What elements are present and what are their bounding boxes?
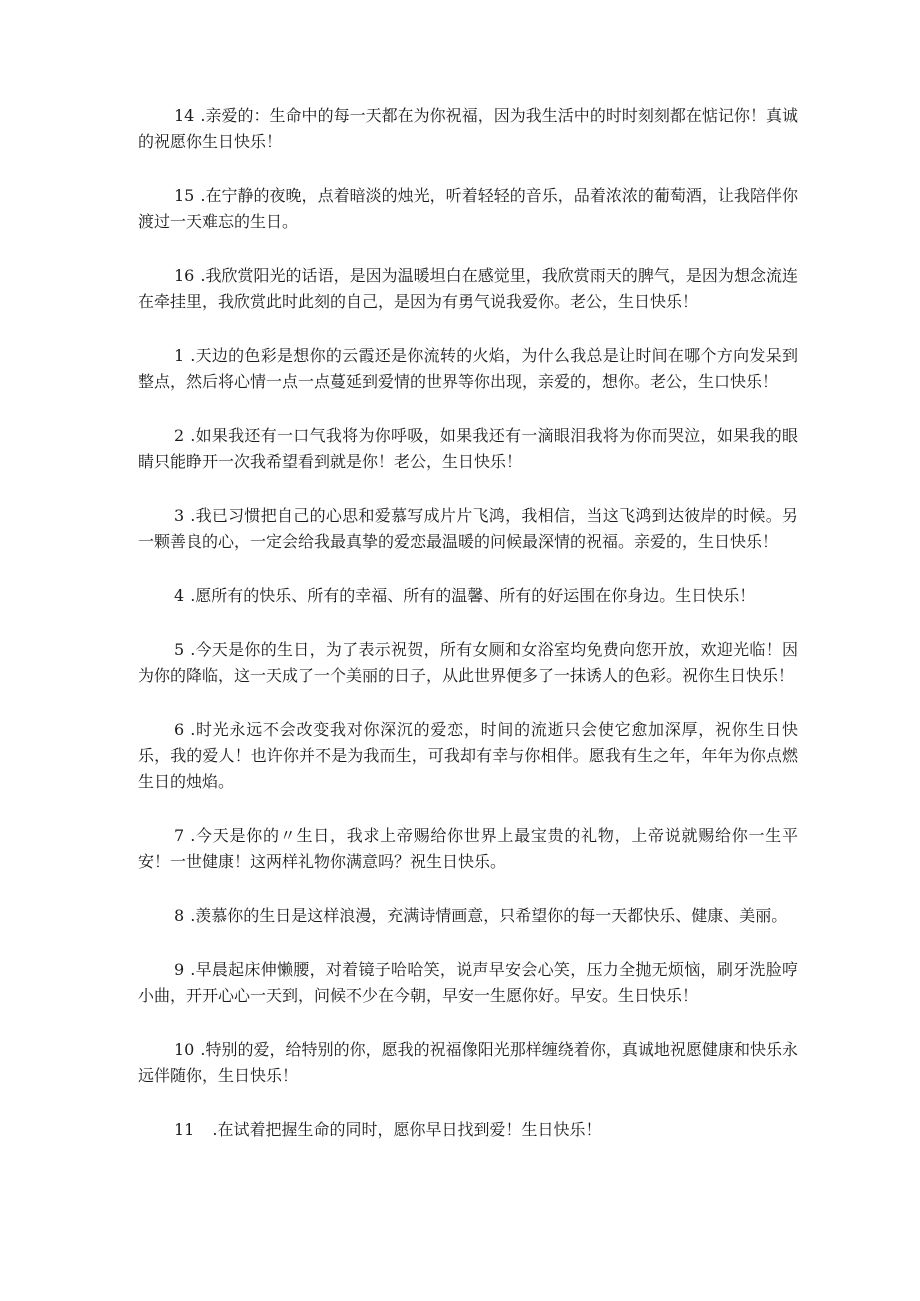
- paragraph-text: .今天是你的生日，为了表示祝贺，所有女厕和女浴室均免费向您开放，欢迎光临！因为你的降临，这一天成了一个美丽的日子，从此世界便多了一抹诱人的色彩。祝你生日快乐！: [138, 640, 798, 685]
- paragraph-16: [138, 263, 798, 315]
- paragraph-text: .今天是你的〃生日，我求上帝赐给你世界上最宝贵的礼物，上帝说就赐给你一生平安！一世健康！这两样礼物你满意吗？祝生日快乐。: [138, 826, 798, 871]
- paragraph-number: 15: [174, 186, 195, 205]
- paragraph-7: [138, 823, 798, 875]
- document-body: [138, 103, 798, 1171]
- paragraph-number: 3: [174, 506, 185, 525]
- paragraph-text: .特别的爱，给特别的你，愿我的祝福像阳光那样缠绕着你，真诚地祝愿健康和快乐永远伴随你，生日快乐！: [138, 1040, 798, 1085]
- paragraph-text: .我已习惯把自己的心思和爱慕写成片片飞鸿，我相信，当这飞鸿到达彼岸的时候。另一颗善良的心，一定会给我最真挚的爱恋最温暖的问候最深情的祝福。亲爱的，生日快乐！: [138, 506, 798, 551]
- paragraph-15: [138, 183, 798, 235]
- paragraph-number: 14: [174, 106, 195, 125]
- paragraph-text: .在宁静的夜晚，点着暗淡的烛光，听着轻轻的音乐，品着浓浓的葡萄酒，让我陪伴你渡过一天难忘的生日。: [138, 186, 798, 231]
- paragraph-text: .愿所有的快乐、所有的幸福、所有的温馨、所有的好运围在你身边。生日快乐！: [190, 586, 756, 605]
- paragraph-10: [138, 1037, 798, 1089]
- paragraph-8: [138, 903, 798, 929]
- paragraph-number: 9: [174, 960, 185, 979]
- paragraph-text: .羡慕你的生日是这样浪漫，充满诗情画意，只希望你的每一天都快乐、健康、美丽。: [190, 906, 788, 925]
- paragraph-text: .亲爱的：生命中的每一天都在为你祝福，因为我生活中的时时刻刻都在惦记你！真诚的祝愿你生日快乐！: [138, 106, 798, 151]
- paragraph-number: 16: [174, 266, 195, 285]
- paragraph-number: 7: [174, 826, 185, 845]
- paragraph-number: 10: [174, 1040, 195, 1059]
- paragraph-4: [138, 583, 798, 609]
- paragraph-14: [138, 103, 798, 155]
- paragraph-number: 2: [174, 426, 185, 445]
- paragraph-number: 8: [174, 906, 185, 925]
- paragraph-number: 11: [174, 1120, 195, 1139]
- paragraph-text: .时光永远不会改变我对你深沉的爱恋，时间的流逝只会使它愈加深厚，祝你生日快乐，我的爱人！也许你并不是为我而生，可我却有幸与你相伴。愿我有生之年，年年为你点燃生日的烛焰。: [138, 720, 798, 791]
- paragraph-text: .在试着把握生命的同时，愿你早日找到爱！生日快乐！: [212, 1120, 602, 1139]
- paragraph-2: [138, 423, 798, 475]
- paragraph-9: [138, 957, 798, 1009]
- paragraph-text: .我欣赏阳光的话语，是因为温暖坦白在感觉里，我欣赏雨天的脾气，是因为想念流连在牵挂里，我欣赏此时此刻的自己，是因为有勇气说我爱你。老公，生日快乐！: [138, 266, 798, 311]
- paragraph-6: [138, 717, 798, 795]
- paragraph-number: 4: [174, 586, 185, 605]
- paragraph-text: .早晨起床伸懒腰，对着镜子哈哈笑，说声早安会心笑，压力全抛无烦恼，刷牙洗脸哼小曲，开开心心一天到，问候不少在今朝，早安一生愿你好。早安。生日快乐！: [138, 960, 798, 1005]
- paragraph-number: 6: [174, 720, 185, 739]
- paragraph-5: [138, 637, 798, 689]
- paragraph-text: .如果我还有一口气我将为你呼吸，如果我还有一滴眼泪我将为你而哭泣，如果我的眼睛只能睁开一次我希望看到就是你！老公，生日快乐！: [138, 426, 798, 471]
- paragraph-number: 5: [174, 640, 185, 659]
- paragraph-3: [138, 503, 798, 555]
- paragraph-1: [138, 343, 798, 395]
- paragraph-11: [138, 1117, 798, 1143]
- paragraph-text: .天边的色彩是想你的云霞还是你流转的火焰，为什么我总是让时间在哪个方向发呆到整点，然后将心情一点一点蔓延到爱情的世界等你出现，亲爱的，想你。老公，生口快乐！: [138, 346, 798, 391]
- paragraph-number: 1: [174, 346, 185, 365]
